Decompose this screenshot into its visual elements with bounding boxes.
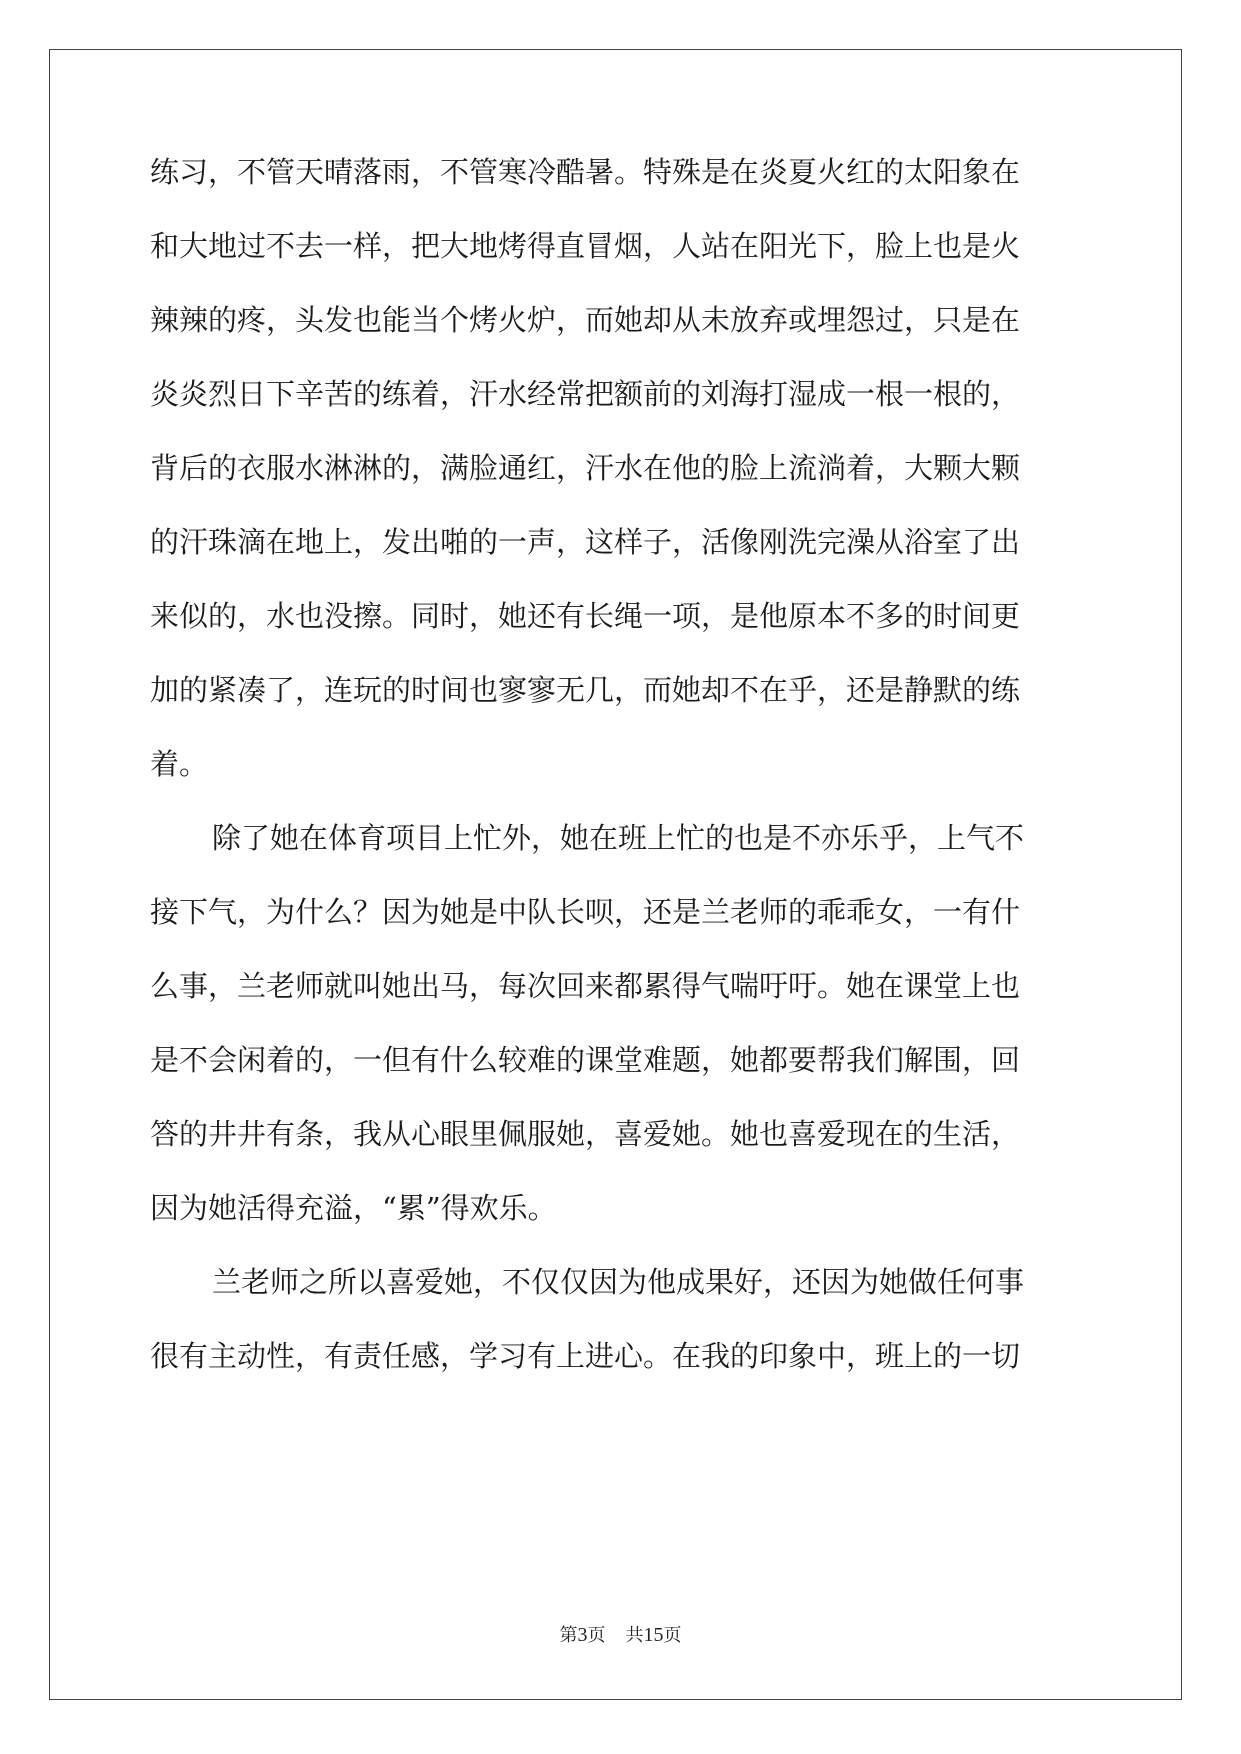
text-line: 答的井井有条，我从心眼里佩服她，喜爱她。她也喜爱现在的生活， <box>150 1117 1021 1151</box>
text-line: 接下气，为什么？因为她是中队长呗，还是兰老师的乖乖女，一有什 <box>150 895 1021 929</box>
text-line: 因为她活得充溢，“累”得欢乐。 <box>150 1191 557 1225</box>
text-line: 是不会闲着的，一但有什么较难的课堂难题，她都要帮我们解围，回 <box>150 1043 1021 1077</box>
total-suffix: 页 <box>663 1625 682 1646</box>
paragraph-start-line: 除了她在体育项目上忙外，她在班上忙的也是不亦乐乎，上气不 <box>212 821 1025 855</box>
text-line: 和大地过不去一样，把大地烤得直冒烟，人站在阳光下，脸上也是火 <box>150 229 1021 263</box>
text-line: 的汗珠滴在地上，发出啪的一声，这样子，活像刚洗完澡从浴室了出 <box>150 525 1021 559</box>
text-line: 辣辣的疼，头发也能当个烤火炉，而她却从未放弃或埋怨过，只是在 <box>150 303 1021 337</box>
text-line: 来似的，水也没擦。同时，她还有长绳一项，是他原本不多的时间更 <box>150 599 1021 633</box>
text-line: 加的紧凑了，连玩的时间也寥寥无几，而她却不在乎，还是静默的练 <box>150 673 1021 707</box>
page-frame <box>49 49 1182 1700</box>
text-line: 背后的衣服水淋淋的，满脸通红，汗水在他的脸上流淌着，大颗大颗 <box>150 451 1021 485</box>
total-pages: 15 <box>643 1624 664 1646</box>
text-line: 很有主动性，有责任感，学习有上进心。在我的印象中，班上的一切 <box>150 1339 1021 1373</box>
total-prefix: 共 <box>625 1625 644 1646</box>
page-suffix: 页 <box>587 1625 606 1646</box>
paragraph-start-line: 兰老师之所以喜爱她，不仅仅因为他成果好，还因为她做任何事 <box>212 1265 1025 1299</box>
text-line: 练习，不管天晴落雨，不管寒冷酷暑。特殊是在炎夏火红的太阳象在 <box>150 155 1021 189</box>
page-prefix: 第 <box>559 1625 578 1646</box>
page-footer <box>0 1621 1241 1647</box>
text-line: 着。 <box>150 747 209 781</box>
text-line: 么事，兰老师就叫她出马，每次回来都累得气喘吁吁。她在课堂上也 <box>150 969 1021 1003</box>
text-line: 炎炎烈日下辛苦的练着，汗水经常把额前的刘海打湿成一根一根的， <box>150 377 1021 411</box>
page-number: 3 <box>577 1624 588 1646</box>
